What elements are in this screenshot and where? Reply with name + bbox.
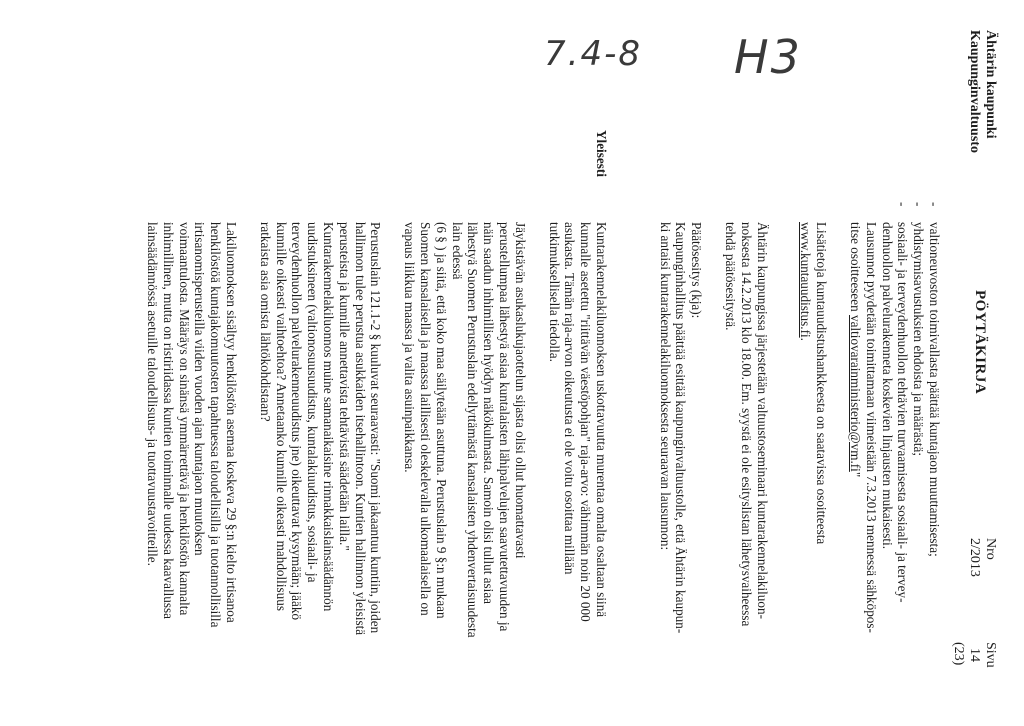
section-heading: Yleisesti bbox=[594, 130, 609, 177]
general-paragraph: Kuntarakennelakiluonnoksen uskottavuutta murentaa omalta osaltaan siinä kunnalle asetettu "riittävän väestöpohjan" raja-arvo: vähimmän noin 20 000 asukasta. Tämän raja-arvon oikeutusta ei ole voitu osoittaa millään tutkimuksellisella tiedolla. bbox=[546, 222, 609, 622]
population-paragraph: Jäykistävän asukaslukujaottelun sijasta olisi ollut huomattavasti perustellumpaa lähestyä asiaa kuntalaisten lähipalvelujen saavutettavuuden ja näin saadun inhimillisen hyödyn näkökulmasta. Samoin olisi tullut asiaa lähestyä Suomen Perustuslain edellyttämästä kansalaisten yhdenvertaisuudesta lain edessä (6 § ) ja siitä, että koko maa säilyteään asuttuna. Perustuslain 9 §:n mukaan Suomen kansalaisella ja maassa laillisesti oleskelevalla ulkomaalaisella on vapaus liikkua maassa ja valita asuinpaikkansa. bbox=[402, 222, 528, 638]
page-label: Sivu bbox=[983, 642, 998, 668]
constitution-paragraph: Perustuslain 121.1-2 § kuuluvat seuraavasti: "Suomi jakaantuu kuntiin, joiden hallinnon tulee perustua asukkaiden itsehallintoon. Kuntien hallinnon yleisistä perusteista ja kunnille annettavista tehtävistä säädetään lailla." Kuntarakennelakiluonnos muine samanaikaisine rinnakkaislainsäädännön uudistuksineen (valtionosuusuudistus, kuntalakiuudistus, sosiaali- ja terveydenhuollon palvelurakenneuudistus jne) oikeuttavat kysymään; jääkö kunnille oikeasti vaihtoehtoa? Annetaanko kunnille oikeasti mahdollisuus ratkaista asia omista lähtökohdistaan? bbox=[257, 222, 384, 636]
website-link[interactable]: www.kuntauudistus.fi bbox=[798, 222, 814, 338]
deadline-paragraph: Lausunnot pyydetään toimittamaan viimeistään 7.3.2013 mennessä sähköpos- titse osoitteeseen valtiovarainministerio@vm.fi" bbox=[848, 222, 879, 633]
info-paragraph: Lisätietoja kuntauudistushankkeesta on saatavissa osoitteesta www.kuntauudistus.fi. bbox=[798, 222, 830, 545]
document-title: PÖYTÄKIRJA bbox=[972, 290, 988, 395]
page-number: 14 bbox=[967, 648, 982, 662]
email-link[interactable]: valtiovarainministerio@vm.fi bbox=[848, 315, 864, 472]
list-item: - yhdistymisavustuksien ehdoista ja määrästä; bbox=[911, 202, 927, 457]
organization-name: Ähtärin kaupunki bbox=[983, 30, 998, 139]
nro-value: 2/2013 bbox=[967, 538, 982, 577]
proposal-label: Päätösesitys (kja): bbox=[689, 222, 705, 319]
staff-paragraph: Lakiluonnoksen sisältyy henkilöstön asemaa koskeva 29 §:n kielto irtisanoa henkilöstöä kuntajakomuutosten tapahtuessa taloudellisilla ja tuotannollisilla irtisanomisperusteilla viiden vuoden ajan kuntajaon muutoksen voimaantulosta. Määräys on sinänsä ymmärrettävä ja henkilöstön kannalta inhimillinen, mutta on ristiriidassa kuntien toiminnalle uudessa kaavallussa lainsäädännössä asetuille taloudellisuus- ja tuottavuustavoitteille. bbox=[145, 222, 240, 628]
document-body bbox=[657, 202, 942, 712]
page-total: (23) bbox=[951, 642, 966, 666]
seminar-paragraph: Ähtärin kaupungissa järjestetään valtuustoseminaari kuntarakennelakiluon- noksesta 14.2.2013 klo 18.00. Em. syystä ei ole esityslistan lähetysvaiheessa tehdä päätösesitystä. bbox=[723, 222, 770, 627]
list-item: - valtioneuvoston toimivallasta päättää kuntajaon muuttamisesta; bbox=[927, 202, 942, 557]
handwritten-mark: H3 bbox=[734, 30, 802, 84]
organization-unit: Kaupunginvaltuusto bbox=[967, 30, 982, 153]
section-body bbox=[144, 222, 609, 712]
nro-label: Nro bbox=[983, 538, 998, 560]
proposal-paragraph: Päätösesitys (kja): Kaupunginhallitus päättää esittää kaupunginvaltuustolle, että Ähtärin kaupun- ki antaisi kuntarakennelakiluonnoksesta seuraavan lausunnon: bbox=[657, 222, 704, 712]
list-item: - sosiaali- ja terveydenhuollon tehtävien turvaamisesta sosiaali- ja tervey- denhuollon palvelurakenneta koskevien linjausten mukaisesti. bbox=[879, 202, 911, 603]
handwritten-mark: 7.4-8 bbox=[544, 34, 642, 74]
